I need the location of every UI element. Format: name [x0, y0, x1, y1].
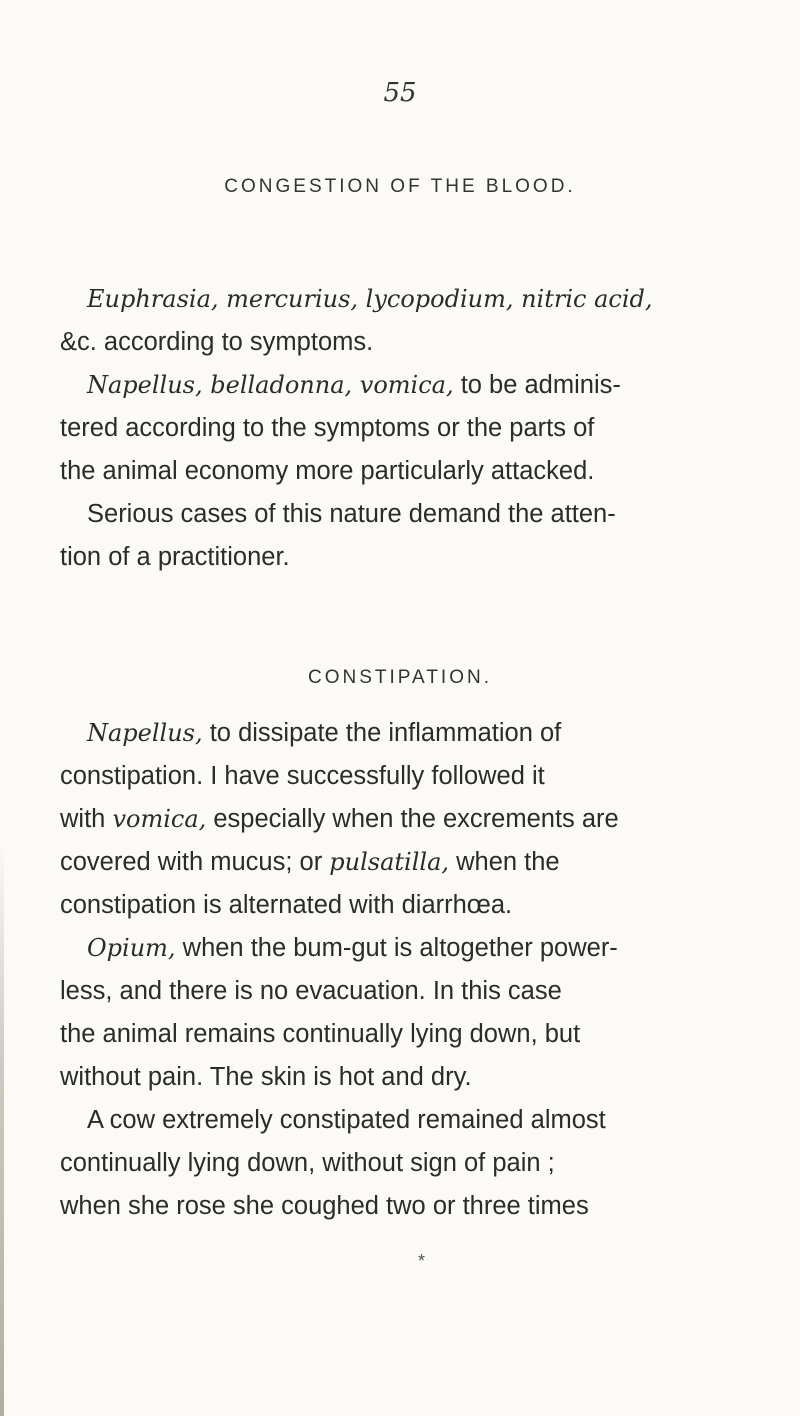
remedy-name: pulsatilla,	[329, 848, 450, 876]
text-line	[60, 278, 760, 321]
text-line: constipation is alternated with diarrhœa.	[60, 891, 513, 919]
text-line: the animal remains continually lying down, but	[60, 1020, 581, 1048]
remedy-names: Napellus, belladonna, vomica,	[87, 371, 454, 399]
text-line: without pain. The skin is hot and dry.	[60, 1063, 472, 1091]
remedy-name: vomica,	[112, 805, 207, 833]
text-line: constipation. I have successfully followed it	[60, 762, 545, 790]
text-line	[60, 841, 760, 884]
remedy-names: Euphrasia, mercurius, lycopodium, nitric acid,	[87, 285, 653, 313]
text-run: when the bum-gut is altogether power-	[175, 934, 618, 962]
text-line: less, and there is no evacuation. In this case	[60, 977, 562, 1005]
signature-mark: *	[418, 1251, 426, 1271]
text-line: Serious cases of this nature demand the atten-	[87, 500, 616, 528]
text-line: when she rose she coughed two or three times	[60, 1192, 589, 1220]
text-run: especially when the excrements are	[206, 805, 619, 833]
paragraph-group-constipation	[60, 712, 760, 1228]
remedy-name: Napellus,	[87, 719, 203, 747]
text-line: &c. according to symptoms.	[60, 328, 374, 356]
text-line: continually lying down, without sign of pain ;	[60, 1149, 555, 1177]
text-line: A cow extremely constipated remained almost	[87, 1106, 606, 1134]
page-number: 55	[383, 78, 417, 108]
text-line	[60, 712, 760, 755]
text-line: the animal economy more particularly attacked.	[60, 457, 595, 485]
text-run: with	[60, 805, 113, 833]
section-heading: CONSTIPATION.	[308, 667, 492, 688]
paragraph-group-congestion	[60, 278, 760, 579]
text-line	[60, 364, 760, 407]
remedy-name: Opium,	[87, 934, 176, 962]
text-line	[60, 927, 760, 970]
text-run: covered with mucus; or	[60, 848, 330, 876]
text-line	[60, 798, 760, 841]
text-line: tered according to the symptoms or the parts of	[60, 414, 595, 442]
text-run: when the	[449, 848, 560, 876]
page-edge-shadow	[0, 840, 4, 1416]
text-run: to be adminis-	[453, 371, 621, 399]
text-run: to dissipate the inflammation of	[202, 719, 562, 747]
running-head: CONGESTION OF THE BLOOD.	[224, 176, 576, 197]
text-line: tion of a practitioner.	[60, 543, 290, 571]
